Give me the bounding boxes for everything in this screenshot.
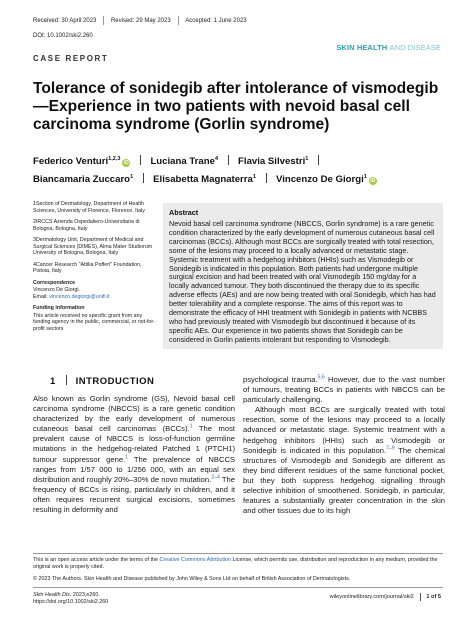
journal-logo-bold: SKIN HEALTH: [336, 43, 388, 52]
author[interactable]: Vincenzo De Giorgi$^1$: [275, 173, 367, 185]
paragraph: psychological trauma.$^{5,6}$ However, due to the vast number of tumours, treating BCCs in patients with NBCCS can be particularly challenging.: [243, 374, 445, 405]
affiliation: 1Section of Dermatology, Department of Health Sciences, University of Florence, Florence, Italy: [33, 201, 145, 214]
citation-link[interactable]: 1: [125, 454, 129, 461]
funding-heading: Funding information: [33, 305, 85, 311]
divider: [143, 173, 144, 183]
journal-abbrev: Skin Health Dis.: [33, 592, 72, 598]
divider: [66, 375, 67, 385]
author[interactable]: Biancamaria Zuccaro$^1$: [33, 173, 134, 185]
affiliation: 2IRCCS Azienda Ospedaliero-Universitaria di Bologna, Bologna, Italy: [33, 219, 140, 232]
correspondence-name: Vincenzo De Giorgi.: [33, 287, 81, 293]
article-doi[interactable]: DOI: 10.1002/ski2.260: [33, 33, 93, 39]
journal-site-link[interactable]: wileyonlinelibrary.com/journal/ski2: [329, 594, 414, 600]
divider: [318, 155, 319, 165]
citation-link[interactable]: 7–9: [386, 445, 395, 452]
citation-link[interactable]: 5,6: [317, 374, 325, 381]
page-number: 1 of 5: [426, 594, 441, 600]
correspondence-email-line: Email: vincenzo.degiorgi@unifi.it: [33, 293, 110, 300]
author[interactable]: Federico Venturi$^{1,2,3}$: [33, 155, 121, 167]
author[interactable]: Elisabetta Magnaterra$^1$: [153, 173, 256, 185]
journal-logo-light: AND DISEASE: [389, 43, 441, 52]
divider: [420, 593, 421, 601]
paragraph: Although most BCCs are surgically treated with total resection, some of the lesions may proceed to a locally advanced or metastatic stage. Systemic treatment with a hedgehog inhibitors (HHIs) such as Vismodegib or Sonidegib is indicated in this population.$^{7-9}$ The chemical structures of Vismodegib and Sonidegib are different as they bind different residues of the same functional pocket, but they both suppress hedgehog signalling through selective inhibition of smoothened. Sonidegib, in particular, features a substantially greater concentration in the skin and other tissues due to its high: [243, 405, 445, 516]
license-link[interactable]: Creative Commons Attribution: [159, 557, 232, 563]
body-column-left: [33, 394, 235, 515]
divider: [266, 173, 267, 183]
article-title: Tolerance of sonidegib after intolerance of vismodegib—Experience in two patients with nevoid basal cell carcinoma syndrome (Gorlin syndrome): [33, 80, 439, 134]
author[interactable]: Flavia Silvestri$^1$: [238, 155, 309, 167]
divider: [103, 16, 104, 25]
footer-divider: [33, 553, 443, 554]
footer-divider: [33, 587, 443, 588]
abstract-text: Nevoid basal cell carcinoma syndrome (NBCCS, Gorlin syndrome) is a rare genetic condition characterized by the early development of numerous cutaneous basal cell carcinomas (BCCs). Although most BCCs are surgically treated with total resection, some of the lesions may proceed to a locally advanced or metastatic stage. Systemic treatment with a hedgehog inhibitors (HHIs) such as Vismodegib or Sonidegib is indicated in this population. Both patients had undergone multiple surgical excision and had been treated with oral Vismodegib 150 mg/day for a locally advanced tumour. They both discontinued the therapy due to its specific adverse effects (AEs) and are now being treated with oral Sonidegib, which has had better tolerability and a complete response. The aims of this report was to demonstrate the efficacy of HHI treatment with Sonidegib in patients with NCBBS who had previously treated with Vismodegib but discontinued it because of its specific AEs. Our experience in two patients shows that Sonidegib can be considered in Gorlin patients intolerant but responding to Vismodegib.: [169, 219, 436, 344]
correspondence-heading: Correspondence: [33, 279, 76, 286]
article-type: CASE REPORT: [33, 54, 109, 63]
orcid-icon[interactable]: iD: [370, 178, 376, 184]
citation-link[interactable]: 2–4: [211, 474, 220, 481]
doi-link[interactable]: https://doi.org/10.1002/ski2.260: [33, 599, 109, 606]
received-date: Received: 30 April 2023: [33, 17, 97, 24]
revised-date: Revised: 29 May 2023: [110, 17, 171, 24]
section-heading: [50, 375, 154, 387]
orcid-icon[interactable]: iD: [123, 160, 129, 166]
article-dates: [33, 16, 247, 25]
copyright-notice: © 2023 The Authors. Skin Health and Disease published by John Wiley & Sons Ltd on behalf of British Association of Dermatologists.: [33, 576, 351, 582]
divider: [228, 155, 229, 165]
journal-logo: [336, 43, 441, 52]
abstract-heading: Abstract: [169, 208, 199, 217]
affiliations-panel: [33, 201, 155, 337]
section-title: INTRODUCTION: [75, 376, 155, 387]
divider: [140, 155, 141, 165]
affiliation: 4Cancer Research "Attilia Pofferi" Foundation, Pistoia, Italy: [33, 261, 142, 274]
author[interactable]: Luciana Trane$^4$: [150, 155, 219, 167]
citation-link[interactable]: 1: [189, 423, 193, 430]
citation-footer: Skin Health Dis. 2023;e260. https://doi.org/10.1002/ski2.260: [33, 592, 109, 606]
correspondence: [33, 287, 155, 300]
license-notice: This is an open access article under the terms of the Creative Commons Attribution License, which permits use, distribution and reproduction in any medium, provided the original work is properly cited.: [33, 557, 438, 570]
accepted-date: Accepted: 1 June 2023: [185, 17, 247, 24]
email-link[interactable]: vincenzo.degiorgi@unifi.it: [49, 293, 110, 300]
section-number: 1: [50, 376, 56, 387]
paragraph: Also known as Gorlin syndrome (GS), Nevoid basal cell carcinoma syndrome (NBCCS) is a rare genetic condition characterized by the early development of numerous cutaneous basal cell carcinomas (BCCs).$^1$ The most prevalent cause of NBCCS is loss-of-function germline mutations in the hedgehog-related Patched 1 (PTCH1) tumour suppressor gene.$^1$ The prevalence of NBCCS ranges from 1/57 000 to 1/256 000, with an equal sex distribution and roughly 20%–30% de novo mutation.$^{2-4}$ The frequency of BCCs is rising, particularly in children, and it often requires recurrent surgical excisions, sometimes resulting in deformity and: [33, 394, 236, 515]
funding-text: This article received no specific grant from any funding agency in the public, commercial, or not-for-profit sectors: [33, 312, 155, 332]
abstract-box: [163, 203, 443, 349]
divider: [178, 16, 179, 25]
page-footer-right: [330, 593, 441, 601]
author-list: [33, 153, 453, 189]
affiliation: 3Dermatology Unit, Department of Medical and Surgical Sciences (DIMES), Alma Mater Studiorum University of Bologna, Bologna, Italy: [33, 237, 153, 256]
body-column-right: [243, 375, 445, 516]
